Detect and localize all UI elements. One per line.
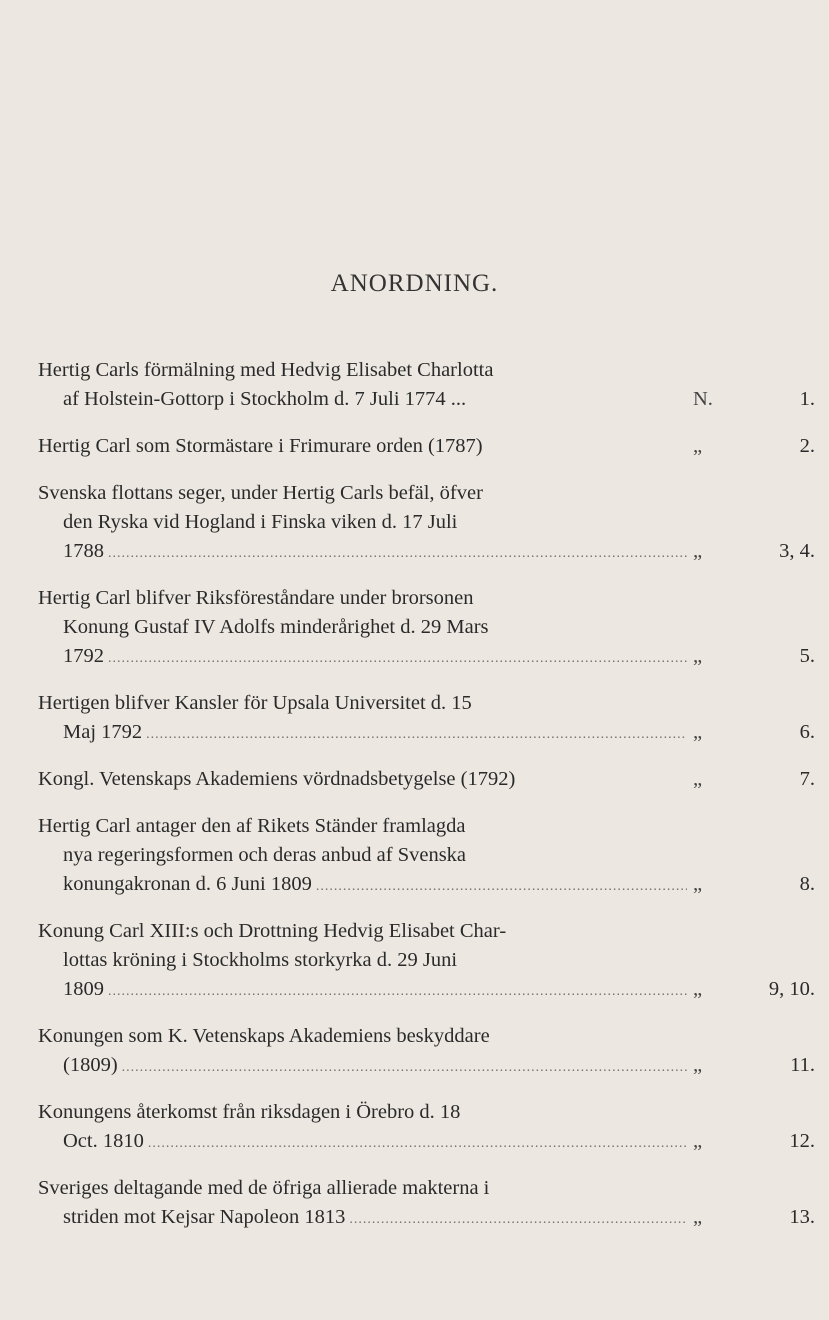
- entry-line: konungakronan d. 6 Juni 1809: [63, 873, 312, 895]
- entry-line: Konungens återkomst från riksdagen i Örebro d. 18: [38, 1101, 461, 1123]
- ditto-mark: „: [693, 978, 703, 1000]
- ditto-mark: „: [693, 1206, 703, 1228]
- entry-line: 1788: [63, 540, 104, 562]
- plate-number: 9, 10.: [768, 978, 815, 1000]
- plate-number: 12.: [789, 1130, 815, 1152]
- entry-line: 1792: [63, 645, 104, 667]
- toc-entry: [0, 356, 829, 414]
- plate-number: 1.: [799, 388, 815, 410]
- plate-number: 8.: [799, 873, 815, 895]
- leader-dots: [108, 644, 687, 673]
- entry-line: (1809): [63, 1054, 118, 1076]
- entry-line: Konung Gustaf IV Adolfs minderårighet d. 29 Mars: [63, 616, 489, 638]
- entry-line: den Ryska vid Hogland i Finska viken d. 17 Juli: [63, 511, 458, 533]
- entry-line: Hertig Carl som Stormästare i Frimurare orden (1787): [38, 435, 483, 457]
- entry-marker: N.: [693, 388, 713, 410]
- entry-line: Hertig Carl blifver Riksföreståndare under brorsonen: [38, 587, 474, 609]
- toc-entry: [0, 1174, 829, 1232]
- entry-line: lottas kröning i Stockholms storkyrka d. 29 Juni: [63, 949, 458, 971]
- entry-line: Oct. 1810: [63, 1130, 144, 1152]
- entry-line: Hertig Carls förmälning med Hedvig Elisabet Charlotta: [38, 359, 494, 381]
- plate-number: 6.: [799, 721, 815, 743]
- entry-line: Hertigen blifver Kansler för Upsala Universitet d. 15: [38, 692, 472, 714]
- toc-entry: [0, 1022, 829, 1080]
- leader-dots: [122, 1053, 687, 1082]
- plate-number: 3, 4.: [779, 540, 815, 562]
- entry-line: Hertig Carl antager den af Rikets Ständer framlagda: [38, 815, 466, 837]
- entry-line: nya regeringsformen och deras anbud af Svenska: [63, 844, 467, 866]
- toc-entry: [0, 432, 829, 461]
- ditto-mark: „: [693, 873, 703, 895]
- toc-entry: [0, 584, 829, 671]
- leader-dots: [349, 1205, 687, 1234]
- entry-line: Sveriges deltagande med de öfriga allierade makterna i: [38, 1177, 490, 1199]
- leader-dots: [316, 872, 687, 901]
- ditto-mark: „: [693, 645, 703, 667]
- plate-number: 13.: [789, 1206, 815, 1228]
- toc-entry: [0, 689, 829, 747]
- entry-line: af Holstein-Gottorp i Stockholm d. 7 Juli 1774 ...: [63, 388, 467, 410]
- ditto-mark: „: [693, 768, 703, 790]
- ditto-mark: „: [693, 435, 703, 457]
- page-title: ANORDNING.: [330, 270, 499, 297]
- entry-line: Konung Carl XIII:s och Drottning Hedvig Elisabet Char-: [38, 920, 507, 942]
- plate-number: 7.: [799, 768, 815, 790]
- plate-number: 2.: [799, 435, 815, 457]
- toc-entry: [0, 812, 829, 899]
- entry-line: Konungen som K. Vetenskaps Akademiens beskyddare: [38, 1025, 490, 1047]
- leader-dots: [146, 720, 687, 749]
- entry-line: striden mot Kejsar Napoleon 1813: [63, 1206, 346, 1228]
- leader-dots: [108, 977, 687, 1006]
- ditto-mark: „: [693, 721, 703, 743]
- entry-line: Kongl. Vetenskaps Akademiens vördnadsbetygelse (1792): [38, 768, 516, 790]
- toc-entry: [0, 765, 829, 794]
- entry-line: Svenska flottans seger, under Hertig Carls befäl, öfver: [38, 482, 483, 504]
- toc-entry: [0, 917, 829, 1004]
- entry-line: 1809: [63, 978, 104, 1000]
- plate-number: 5.: [799, 645, 815, 667]
- toc-entry: [0, 479, 829, 566]
- leader-dots: [148, 1129, 687, 1158]
- ditto-mark: „: [693, 1130, 703, 1152]
- ditto-mark: „: [693, 1054, 703, 1076]
- plate-number: 11.: [790, 1054, 815, 1076]
- toc-entry: [0, 1098, 829, 1156]
- leader-dots: [108, 539, 687, 568]
- ditto-mark: „: [693, 540, 703, 562]
- entry-line: Maj 1792: [63, 721, 143, 743]
- table-of-contents: [0, 356, 829, 1232]
